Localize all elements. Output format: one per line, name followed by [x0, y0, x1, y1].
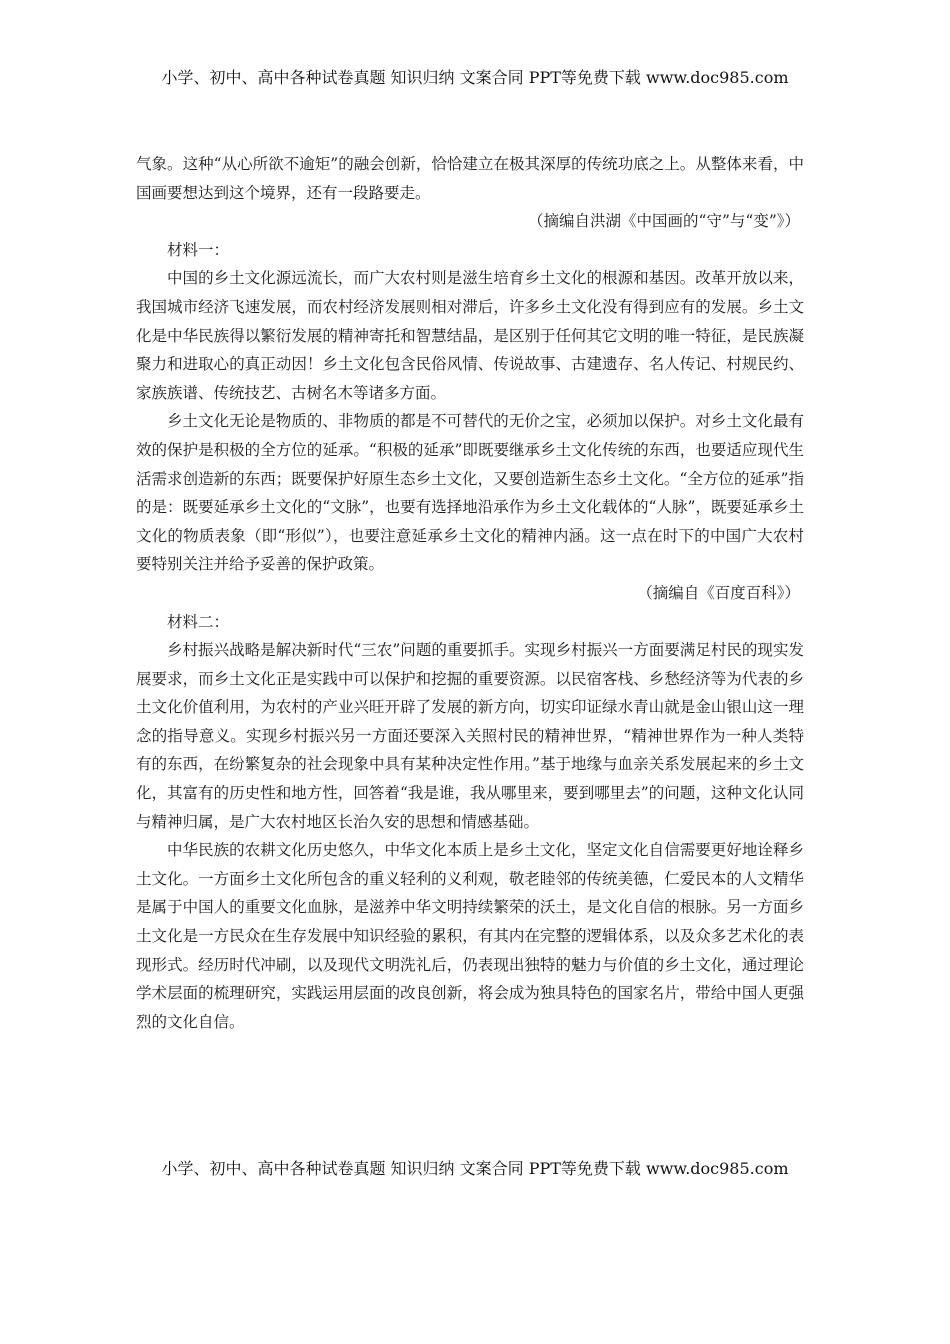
material1-paragraph-1: 中国的乡土文化源远流长，而广大农村则是滋生培育乡土文化的根源和基因。改革开放以来，我国城市经济飞速发展，而农村经济发展则相对滞后，许多乡土文化没有得到应有的发展。乡土文化是中华民族得以繁衍发展的精神寄托和智慧结晶，是区别于任何其它文明的唯一特征，是民族凝聚力和进取心的真正动因！乡土文化包含民俗风情、传说故事、古建遗存、名人传记、村规民约、家族族谱、传统技艺、古树名木等诸多方面。 — [136, 269, 804, 402]
material2-paragraph-1: 乡村振兴战略是解决新时代“三农”问题的重要抓手。实现乡村振兴一方面要满足村民的现实发展要求，而乡土文化正是实践中可以保护和挖掘的重要资源。以民宿客栈、乡愁经济等为代表的乡土文化价值利用，为农村的产业兴旺开辟了发展的新方向，切实印证绿水青山就是金山银山这一理念的指导意义。实现乡村振兴另一方面还要深入关照村民的精神世界，“精神世界作为一种人类特有的东西，在纷繁复杂的社会现象中具有某种决定性作用。”基于地缘与血亲关系发展起来的乡土文化，其富有的历史性和地方性，回答着“我是谁，我从哪里来，要到哪里去”的问题，这种文化认同与精神归属，是广大农村地区长治久安的思想和情感基础。 — [136, 641, 804, 831]
material1-label: 材料一： — [167, 240, 230, 259]
intro-paragraph: 气象。这种“从心所欲不逾矩”的融会创新，恰恰建立在极其深厚的传统功底之上。从整体来看，中国画要想达到这个境界，还有一段路要走。 — [136, 155, 804, 202]
page-footer: 小学、初中、高中各种试卷真题 知识归纳 文案合同 PPT等免费下载 www.doc985.com — [161, 1159, 789, 1178]
material1-source: （摘编自《百度百科》） — [637, 583, 800, 602]
material2-paragraph-2: 中华民族的农耕文化历史悠久，中华文化本质上是乡土文化，坚定文化自信需要更好地诠释乡土文化。一方面乡土文化所包含的重义轻利的义利观，敬老睦邻的传统美德，仁爱民本的人文精华是属于中国人的重要文化血脉，是滋养中华文明持续繁荣的沃土，是文化自信的根脉。另一方面乡土文化是一方民众在生存发展中知识经验的累积，有其内在完整的逻辑体系，以及众多艺术化的表现形式。经历时代冲刷，以及现代文明洗礼后，仍表现出独特的魅力与价值的乡土文化，通过理论学术层面的梳理研究，实践运用层面的改良创新，将会成为独具特色的国家名片，带给中国人更强烈的文化自信。 — [136, 841, 804, 1031]
material1-paragraph-2: 乡土文化无论是物质的、非物质的都是不可替代的无价之宝，必须加以保护。对乡土文化最有效的保护是积极的全方位的延承。“积极的延承”即既要继承乡土文化传统的东西，也要适应现代生活需求创造新的东西；既要保护好原生态乡土文化，又要创造新生态乡土文化。“全方位的延承”指的是：既要延承乡土文化的“文脉”，也要有选择地沿承作为乡土文化载体的“人脉”，既要延承乡土文化的物质表象（即“形似”），也要注意延承乡土文化的精神内涵。这一点在时下的中国广大农村要特别关注并给予妥善的保护政策。 — [136, 412, 804, 574]
document-body — [136, 150, 804, 1036]
material2-label: 材料二： — [167, 612, 230, 631]
intro-source: （摘编自洪湖《中国画的“守”与“变”》） — [528, 212, 800, 231]
page-header: 小学、初中、高中各种试卷真题 知识归纳 文案合同 PPT等免费下载 www.doc985.com — [161, 68, 789, 87]
